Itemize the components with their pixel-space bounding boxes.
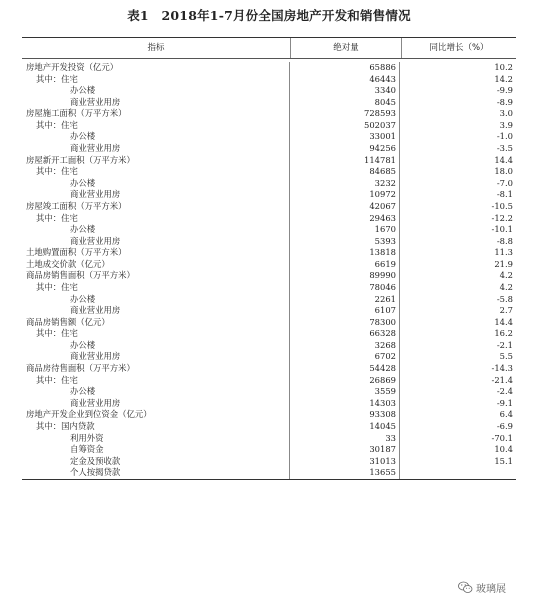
table-row: [22, 178, 516, 190]
table-row: [22, 363, 516, 375]
row-value: 13818: [290, 247, 400, 259]
row-value: 33: [290, 433, 400, 445]
row-value: 54428: [290, 363, 400, 375]
header-indicator: 指标: [22, 38, 291, 58]
row-label: 商品房销售面积（万平方米）: [22, 270, 290, 282]
header-growth: 同比增长（%）: [429, 43, 489, 53]
row-label: 商业营业用房: [22, 351, 290, 363]
row-value: 65886: [290, 62, 400, 74]
row-value: 29463: [290, 213, 400, 225]
row-value: 94256: [290, 143, 400, 155]
table-row: [22, 398, 516, 410]
row-value: 66328: [290, 328, 400, 340]
row-growth: 14.2: [494, 73, 513, 84]
table-row: [22, 467, 516, 479]
row-value: 2261: [290, 294, 400, 306]
row-growth: 6.4: [499, 409, 513, 420]
table-row: [22, 166, 516, 178]
table-row: [22, 456, 516, 468]
table-row: [22, 259, 516, 271]
wechat-icon: [458, 581, 473, 594]
table-row: [22, 351, 516, 363]
row-label: 房地产开发投资（亿元）: [22, 62, 290, 74]
table-row: [22, 85, 516, 97]
row-value: 114781: [290, 155, 400, 167]
row-value: 8045: [290, 97, 400, 109]
row-growth: -2.1: [496, 339, 513, 350]
row-growth: 14.4: [494, 316, 513, 327]
row-growth: 16.2: [494, 328, 513, 339]
table-row: [22, 305, 516, 317]
row-label: 商业营业用房: [22, 398, 290, 410]
row-growth: -10.5: [491, 200, 513, 211]
row-value: 33001: [290, 131, 400, 143]
row-label: 办公楼: [22, 131, 290, 143]
row-label: 办公楼: [22, 386, 290, 398]
row-label: 商品房销售额（亿元）: [22, 317, 290, 329]
row-value: 42067: [290, 201, 400, 213]
row-value: 31013: [290, 456, 400, 468]
row-label: 其中：住宅: [22, 213, 290, 225]
row-growth: 4.2: [499, 270, 513, 281]
row-value: 1670: [290, 224, 400, 236]
row-growth: 14.4: [494, 154, 513, 165]
row-label: 办公楼: [22, 85, 290, 97]
row-value: 10972: [290, 189, 400, 201]
table-row: [22, 409, 516, 421]
table-row: [22, 189, 516, 201]
table-row: [22, 340, 516, 352]
watermark-text: 玻璃展: [476, 583, 506, 595]
row-value: 6619: [290, 259, 400, 271]
row-growth: -9.1: [496, 397, 513, 408]
table-row: [22, 74, 516, 86]
row-value: 3559: [290, 386, 400, 398]
row-value: 46443: [290, 74, 400, 86]
row-label: 办公楼: [22, 224, 290, 236]
row-growth: -12.2: [491, 212, 513, 223]
row-growth: -7.0: [496, 177, 513, 188]
row-label: 办公楼: [22, 178, 290, 190]
row-label: 房屋施工面积（万平方米）: [22, 108, 290, 120]
row-growth: 5.5: [499, 351, 513, 362]
row-growth: -21.4: [491, 374, 513, 385]
row-label: 商业营业用房: [22, 189, 290, 201]
row-label: 办公楼: [22, 294, 290, 306]
table-row: [22, 270, 516, 282]
row-label: 其中：住宅: [22, 120, 290, 132]
row-growth: -6.9: [496, 420, 513, 431]
row-growth: 18.0: [494, 166, 513, 177]
table-row: [22, 236, 516, 248]
row-growth: 21.9: [494, 258, 513, 269]
row-label: 其中：住宅: [22, 166, 290, 178]
row-growth: 3.9: [499, 119, 513, 130]
row-label: 其中：住宅: [22, 74, 290, 86]
row-value: 6107: [290, 305, 400, 317]
row-label: 其中：住宅: [22, 375, 290, 387]
row-label: 土地购置面积（万平方米）: [22, 247, 290, 259]
row-value: 78300: [290, 317, 400, 329]
table-row: [22, 108, 516, 120]
table-row: [22, 131, 516, 143]
data-table: [22, 37, 516, 480]
row-growth: 15.1: [494, 455, 513, 466]
row-growth: -14.3: [491, 363, 513, 374]
row-growth: 10.4: [494, 444, 513, 455]
table-row: [22, 213, 516, 225]
row-label: 其中：住宅: [22, 328, 290, 340]
row-value: 14045: [290, 421, 400, 433]
row-growth: -5.8: [496, 293, 513, 304]
table-row: [22, 317, 516, 329]
row-growth: 3.0: [499, 108, 513, 119]
row-value: 3340: [290, 85, 400, 97]
table-row: [22, 328, 516, 340]
row-value: 93308: [290, 409, 400, 421]
row-growth: [400, 467, 516, 479]
header-absolute: 绝对量: [291, 38, 402, 58]
row-value: 6702: [290, 351, 400, 363]
table-row: [22, 375, 516, 387]
row-value: 728593: [290, 108, 400, 120]
row-growth: -10.1: [491, 224, 513, 235]
row-label: 定金及预收款: [22, 456, 290, 468]
row-label: 办公楼: [22, 340, 290, 352]
table-row: [22, 444, 516, 456]
row-value: 30187: [290, 444, 400, 456]
row-value: 13655: [290, 467, 400, 479]
table-body: [22, 62, 516, 479]
table-title: 表1 2018年1-7月份全国房地产开发和销售情况: [127, 8, 411, 23]
row-growth: -2.4: [496, 386, 513, 397]
row-label: 商业营业用房: [22, 236, 290, 248]
row-value: 3232: [290, 178, 400, 190]
row-label: 商业营业用房: [22, 97, 290, 109]
table-row: [22, 62, 516, 74]
table-row: [22, 282, 516, 294]
table-row: [22, 386, 516, 398]
watermark: [456, 579, 510, 595]
row-growth: -8.8: [496, 235, 513, 246]
table-row: [22, 97, 516, 109]
row-growth: -8.9: [496, 96, 513, 107]
row-label: 房地产开发企业到位资金（亿元）: [22, 409, 290, 421]
row-growth: -70.1: [491, 432, 513, 443]
row-label: 商品房待售面积（万平方米）: [22, 363, 290, 375]
row-value: 14303: [290, 398, 400, 410]
row-growth: 11.3: [494, 247, 513, 258]
row-growth: -1.0: [496, 131, 513, 142]
row-label: 商业营业用房: [22, 305, 290, 317]
row-label: 商业营业用房: [22, 143, 290, 155]
row-growth: 4.2: [499, 281, 513, 292]
table-row: [22, 247, 516, 259]
row-value: 26869: [290, 375, 400, 387]
row-label: 个人按揭贷款: [22, 467, 290, 479]
table-row: [22, 224, 516, 236]
row-value: 89990: [290, 270, 400, 282]
table-row: [22, 143, 516, 155]
table-row: [22, 421, 516, 433]
row-value: 5393: [290, 236, 400, 248]
row-growth: 2.7: [499, 305, 513, 316]
table-row: [22, 294, 516, 306]
row-growth: -3.5: [496, 143, 513, 154]
row-label: 房屋新开工面积（万平方米）: [22, 155, 290, 167]
table-header: [22, 38, 516, 59]
row-value: 3268: [290, 340, 400, 352]
row-label: 自筹资金: [22, 444, 290, 456]
row-label: 房屋竣工面积（万平方米）: [22, 201, 290, 213]
row-growth: 10.2: [494, 62, 513, 72]
row-label: 利用外资: [22, 433, 290, 445]
row-value: 84685: [290, 166, 400, 178]
table-row: [22, 155, 516, 167]
row-label: 土地成交价款（亿元）: [22, 259, 290, 271]
row-label: 其中：住宅: [22, 282, 290, 294]
table-row: [22, 120, 516, 132]
row-growth: -9.9: [496, 85, 513, 96]
row-growth: -8.1: [496, 189, 513, 200]
table-row: [22, 433, 516, 445]
row-value: 78046: [290, 282, 400, 294]
row-label: 其中：国内贷款: [22, 421, 290, 433]
row-value: 502037: [290, 120, 400, 132]
table-row: [22, 201, 516, 213]
